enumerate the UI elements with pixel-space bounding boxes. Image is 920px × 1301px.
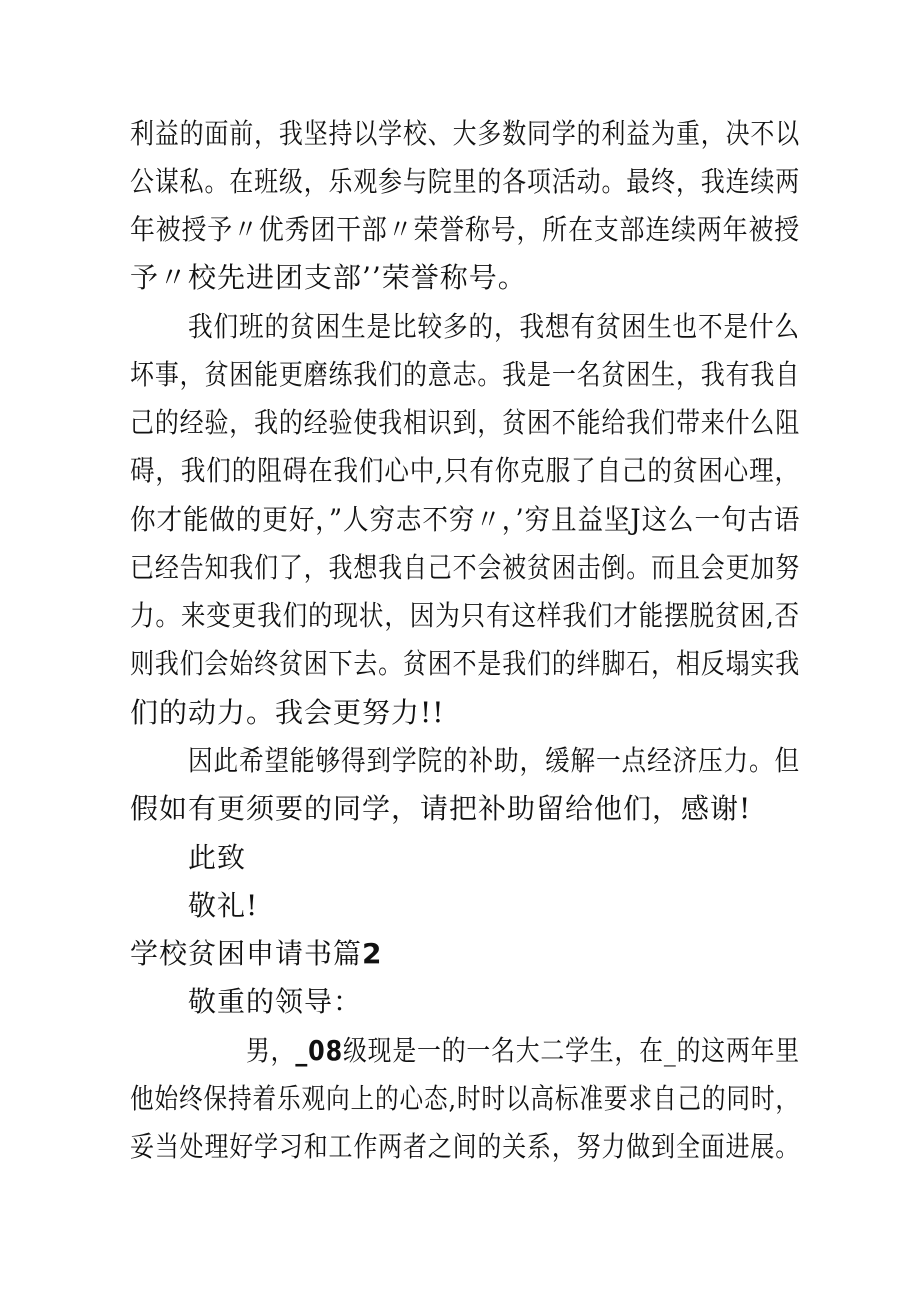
section2-line-2: 妥当处理好学习和工作两者之间的关系，努力做到全面进展。 <box>130 1130 801 1163</box>
paragraph2-line-4: 碍，我们的阻碍在我们心中,只有你克服了自己的贫困心理， <box>130 454 800 487</box>
paragraph2-line-3: 己的经验，我的经验使我相识到，贫困不能给我们带来什么阻 <box>130 406 801 439</box>
paragraph2-line-6: 已经告知我们了，我想我自己不会被贫困击倒。而且会更加努 <box>130 551 801 584</box>
paragraph1-line-1: 利益的面前，我坚持以学校、大多数同学的利益为重，决不以 <box>130 117 801 150</box>
intro-prefix: 男， <box>246 1034 296 1067</box>
salutation: 敬重的领导： <box>188 985 363 1018</box>
intro-line <box>246 1031 800 1071</box>
intro-suffix: 级现是一的一名大二学生，在_的这两年里 <box>343 1034 801 1067</box>
section-title <box>130 934 383 974</box>
closing-line-2: 敬礼! <box>188 889 259 922</box>
section2-line-1: 他始终保持着乐观向上的心态,时时以高标准要求自己的同时， <box>130 1082 800 1115</box>
section-title-text: 学校贫困申请书篇 <box>130 937 363 970</box>
closing-line-1: 此致 <box>188 841 247 874</box>
paragraph2-line-7: 力。来变更我们的现状，因为只有这样我们才能摆脱贫困,否 <box>130 599 800 632</box>
paragraph1-line-4: 予〃校先进团支部’’荣誉称号。 <box>130 261 527 294</box>
paragraph1-line-3: 年被授予〃优秀团干部〃荣誉称号，所在支部连续两年被授 <box>130 213 801 246</box>
intro-number: _08 <box>295 1034 344 1067</box>
paragraph2-line-5: 你才能做的更好，”人穷志不穷〃，’穷且益坚J这么一句古语 <box>130 503 801 536</box>
paragraph2-line-8: 则我们会始终贫困下去。贫困不是我们的绊脚石，相反塌实我 <box>130 647 801 680</box>
paragraph2-line-1: 我们班的贫困生是比较多的，我想有贫困生也不是什么 <box>188 310 801 343</box>
paragraph3-line-1: 因此希望能够得到学院的补助，缓解一点经济压力。但 <box>188 744 801 777</box>
paragraph1-line-2: 公谋私。在班级，乐观参与院里的各项活动。最终，我连续两 <box>130 165 801 198</box>
section-title-number: 2 <box>362 937 383 970</box>
paragraph3-line-2: 假如有更须要的同学，请把补助留给他们，感谢! <box>130 792 752 825</box>
paragraph2-line-9: 们的动力。我会更努力!! <box>130 696 445 729</box>
paragraph2-line-2: 坏事，贫困能更磨练我们的意志。我是一名贫困生，我有我自 <box>130 358 801 391</box>
